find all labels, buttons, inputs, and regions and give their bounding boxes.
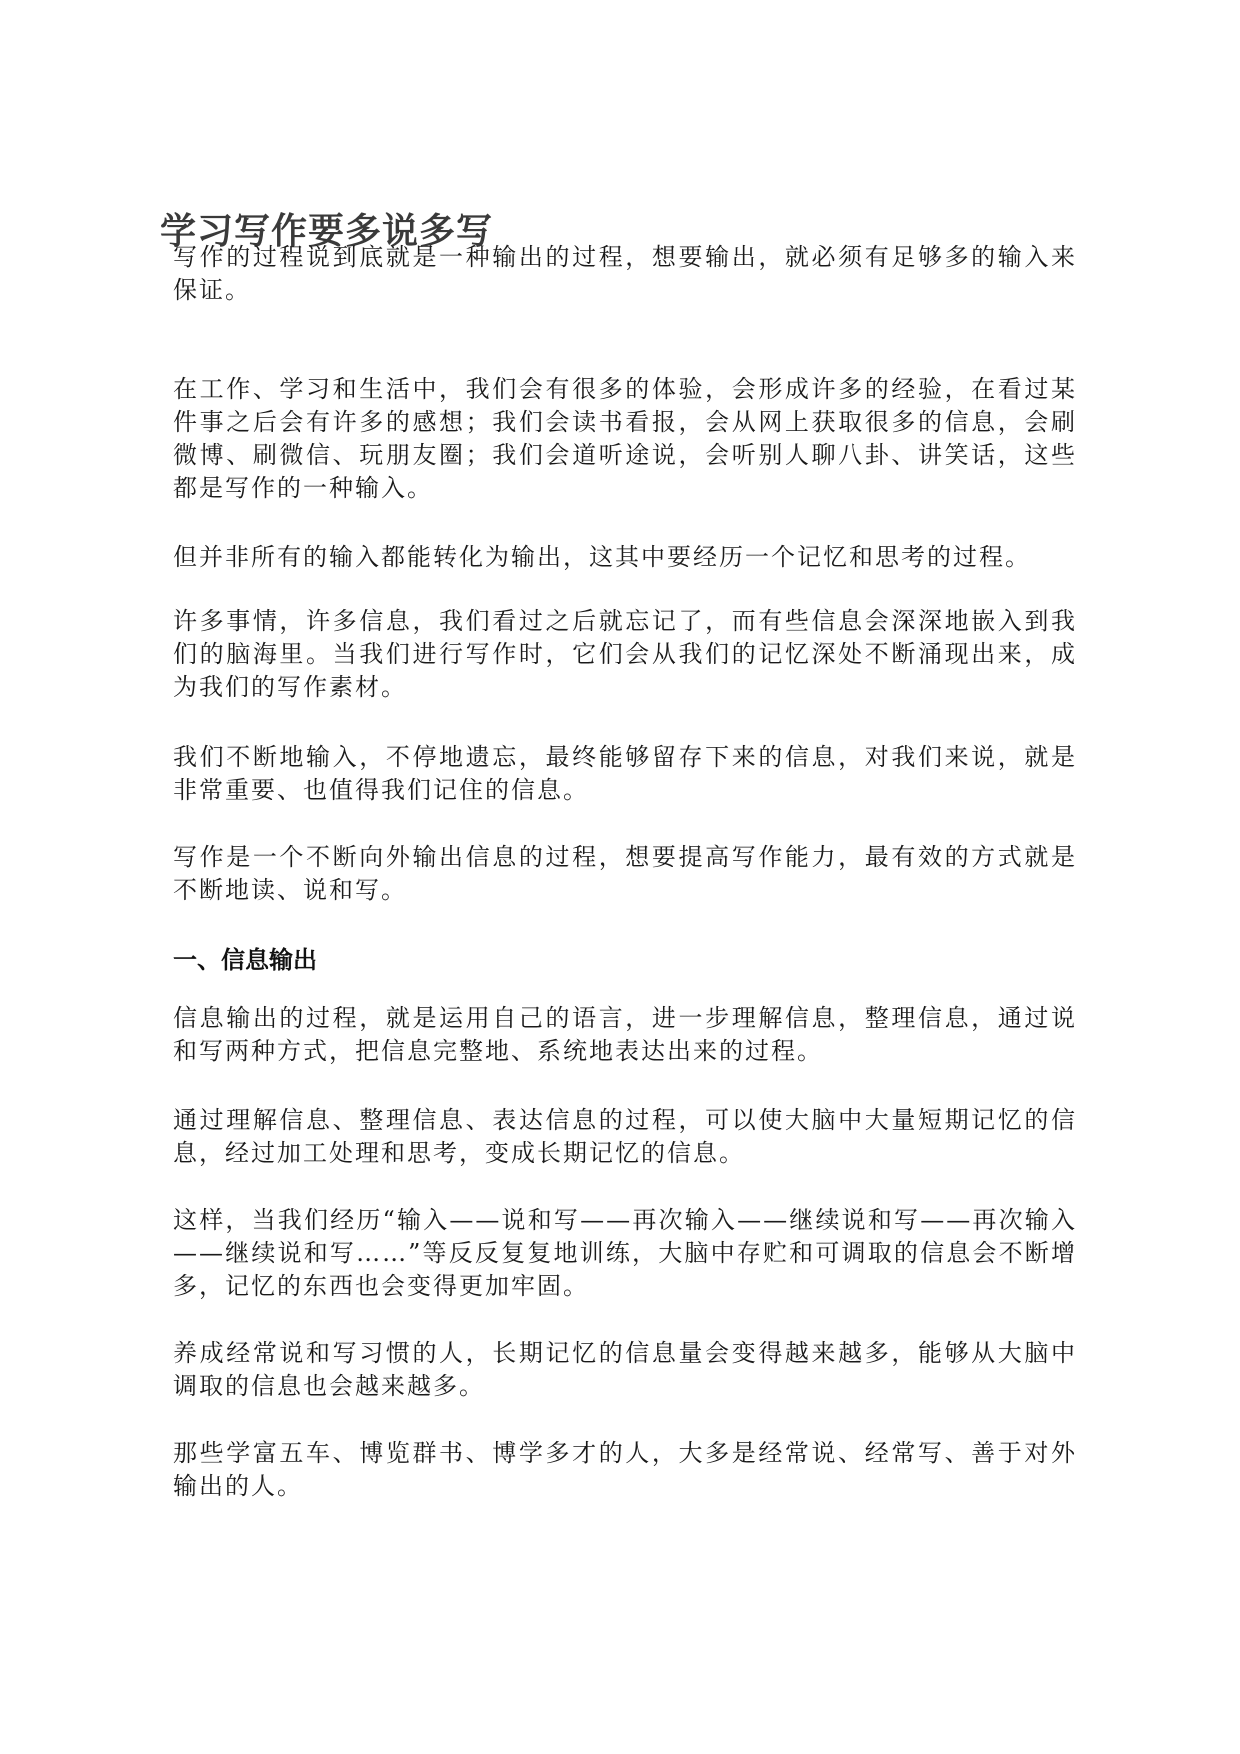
paragraph: 通过理解信息、整理信息、表达信息的过程，可以使大脑中大量短期记忆的信息，经过加工处理和思考，变成长期记忆的信息。 bbox=[173, 1106, 1077, 1167]
paragraph: 那些学富五车、博览群书、博学多才的人，大多是经常说、经常写、善于对外输出的人。 bbox=[173, 1439, 1077, 1500]
document-title: 学习写作要多说多写 bbox=[160, 211, 494, 252]
paragraph: 但并非所有的输入都能转化为输出，这其中要经历一个记忆和思考的过程。 bbox=[173, 543, 1031, 571]
paragraph: 写作的过程说到底就是一种输出的过程，想要输出，就必须有足够多的输入来保证。 bbox=[173, 243, 1077, 304]
section-heading: 一、信息输出 bbox=[173, 946, 317, 974]
paragraph: 信息输出的过程，就是运用自己的语言，进一步理解信息，整理信息，通过说和写两种方式，把信息完整地、系统地表达出来的过程。 bbox=[173, 1004, 1077, 1065]
paragraph: 我们不断地输入，不停地遗忘，最终能够留存下来的信息，对我们来说，就是非常重要、也值得我们记住的信息。 bbox=[173, 743, 1077, 804]
paragraph: 这样，当我们经历“输入——说和写——再次输入——继续说和写——再次输入——继续说和写……”等反反复复地训练，大脑中存贮和可调取的信息会不断增多，记忆的东西也会变得更加牢固。 bbox=[173, 1206, 1077, 1300]
paragraph: 许多事情，许多信息，我们看过之后就忘记了，而有些信息会深深地嵌入到我们的脑海里。当我们进行写作时，它们会从我们的记忆深处不断涌现出来，成为我们的写作素材。 bbox=[173, 607, 1077, 701]
paragraph: 养成经常说和写习惯的人，长期记忆的信息量会变得越来越多，能够从大脑中调取的信息也会越来越多。 bbox=[173, 1339, 1077, 1400]
paragraph: 写作是一个不断向外输出信息的过程，想要提高写作能力，最有效的方式就是不断地读、说和写。 bbox=[173, 843, 1077, 904]
paragraph: 在工作、学习和生活中，我们会有很多的体验，会形成许多的经验，在看过某件事之后会有许多的感想；我们会读书看报，会从网上获取很多的信息，会刷微博、刷微信、玩朋友圈；我们会道听途说，会听别人聊八卦、讲笑话，这些都是写作的一种输入。 bbox=[173, 375, 1077, 502]
